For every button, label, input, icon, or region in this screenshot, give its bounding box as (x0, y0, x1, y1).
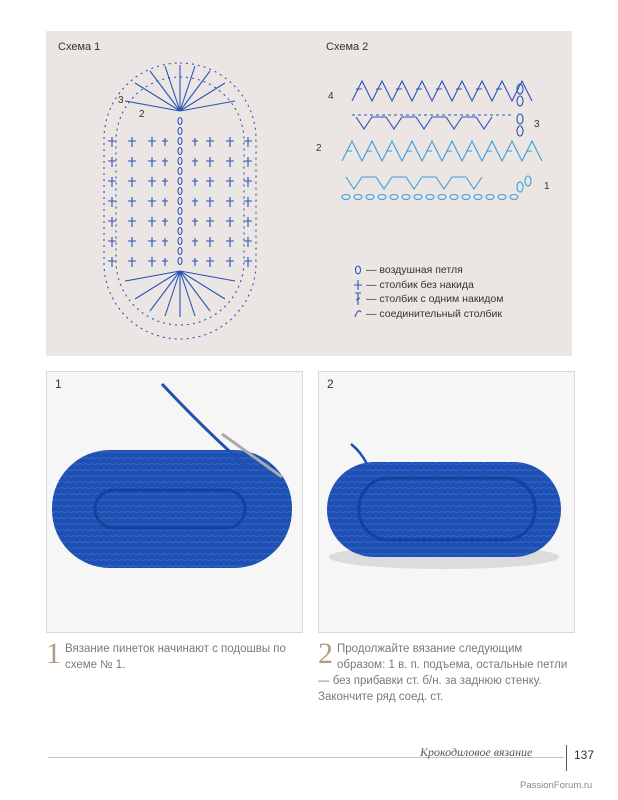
photo-1-number: 1 (55, 377, 62, 391)
scheme1-mark-2: 2 (139, 109, 145, 120)
sole-photo-2 (319, 372, 574, 632)
step-1-number: 1 (46, 637, 61, 670)
chain-stitch-icon (350, 265, 366, 275)
scheme2-row-2: 2 (316, 143, 322, 154)
scheme2-row-4: 4 (328, 91, 334, 102)
footer-vertical-divider (566, 745, 567, 771)
page-number: 137 (574, 748, 595, 762)
photo-2 (318, 371, 575, 633)
scheme2-title: Схема 2 (326, 41, 369, 53)
scheme1-mark-3: 3 (118, 95, 124, 106)
legend-sc (350, 278, 503, 293)
sole-photo-1 (47, 372, 302, 632)
legend-dc (350, 292, 503, 307)
legend-slst (350, 307, 503, 322)
legend (350, 263, 503, 321)
step-1 (46, 637, 298, 673)
footer-book-title: Крокодиловое вязание (420, 745, 533, 759)
single-crochet-icon (350, 279, 366, 291)
photo-1 (46, 371, 303, 633)
legend-sc-label: — столбик без накида (366, 278, 474, 291)
scheme1-title: Схема 1 (58, 41, 101, 53)
legend-dc-label: — столбик с одним накидом (366, 293, 504, 306)
step-2 (318, 637, 568, 705)
step-2-number: 2 (318, 637, 333, 670)
legend-slst-label: — соединительный столбик (366, 307, 502, 320)
scheme2-row-1: 1 (544, 181, 550, 192)
step-1-text: Вязание пинеток начинают с подошвы по схеме № 1. (65, 643, 286, 671)
watermark: PassionForum.ru (520, 780, 593, 791)
step-2-text: Продолжайте вязание следующим образом: 1 в. п. подъема, остальные петли — без прибавки ст. б/н. за заднюю стенку. Закончите ряд соед. ст. (318, 643, 568, 703)
scheme2-row-3: 3 (534, 119, 540, 130)
legend-chain (350, 263, 503, 278)
photo-2-number: 2 (327, 377, 334, 391)
double-crochet-icon (350, 292, 366, 306)
legend-chain-label: — воздушная петля (366, 264, 463, 277)
slip-stitch-icon (350, 309, 366, 319)
